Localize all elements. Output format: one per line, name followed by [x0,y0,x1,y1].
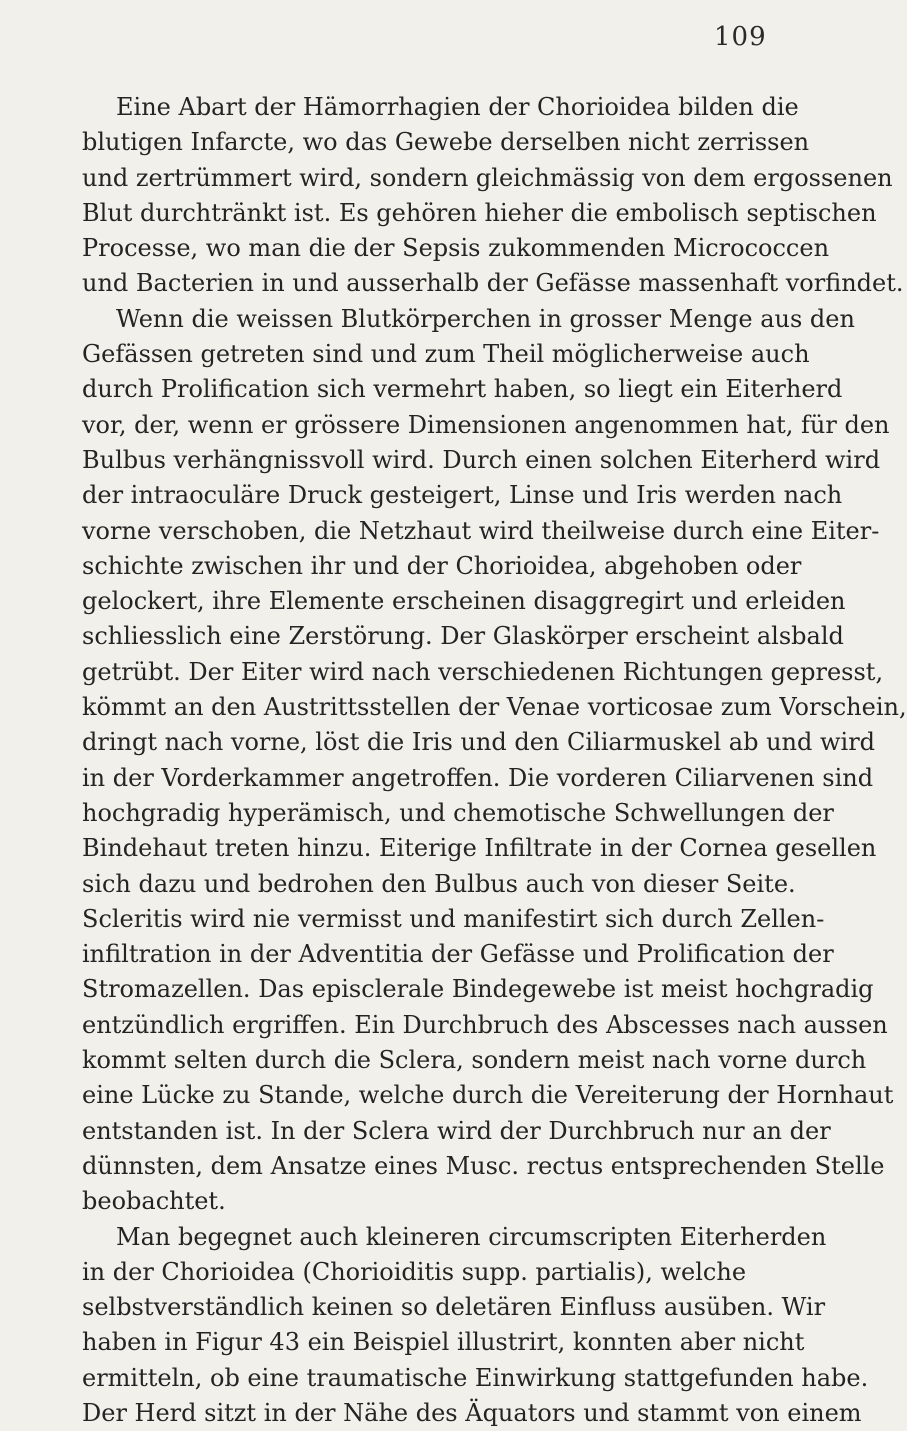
text-line: entstanden ist. In der Sclera wird der Durchbruch nur an der [82,1116,831,1145]
text-line: sich dazu und bedrohen den Bulbus auch von dieser Seite. [82,869,796,898]
text-line: kömmt an den Austrittsstellen der Venae vorticosae zum Vorschein, [82,693,907,722]
text-line: in der Vorderkammer angetroffen. Die vorderen Ciliarvenen sind [82,763,874,792]
text-line: schichte zwischen ihr und der Chorioidea, abgehoben oder [82,551,802,580]
text-line: der intraoculäre Druck gesteigert, Linse und Iris werden nach [82,481,843,510]
text-line: blutigen Infarcte, wo das Gewebe derselben nicht zerrissen [82,128,810,157]
text-line: vor, der, wenn er grössere Dimensionen angenommen hat, für den [82,410,890,439]
text-line: eine Lücke zu Stande, welche durch die Vereiterung der Hornhaut [82,1081,894,1110]
text-line: beobachtet. [82,1187,226,1216]
text-line: Scleritis wird nie vermisst und manifestirt sich durch Zellen- [82,904,825,933]
text-line: ermitteln, ob eine traumatische Einwirkung stattgefunden habe. [82,1363,869,1392]
text-line: haben in Figur 43 ein Beispiel illustrirt, konnten aber nicht [82,1328,805,1357]
text-line: Processe, wo man die der Sepsis zukommenden Micrococcen [82,234,830,263]
text-line: Stromazellen. Das episclerale Bindegewebe ist meist hochgradig [82,975,874,1004]
text-line: und Bacterien in und ausserhalb der Gefässe massenhaft vorfindet. [82,269,904,298]
body-text [82,90,907,1431]
text-line: selbstverständlich keinen so deletären Einfluss ausüben. Wir [82,1293,826,1322]
text-line: Wenn die weissen Blutkörperchen in grosser Menge aus den [116,304,855,333]
text-line: getrübt. Der Eiter wird nach verschiedenen Richtungen gepresst, [82,657,884,686]
text-line: vorne verschoben, die Netzhaut wird theilweise durch eine Eiter- [82,516,880,545]
text-line: hochgradig hyperämisch, und chemotische Schwellungen der [82,798,834,827]
text-line: Der Herd sitzt in der Nähe des Äquators und stammt von einem [82,1398,862,1427]
text-line: Bulbus verhängnissvoll wird. Durch einen solchen Eiterherd wird [82,445,881,474]
text-line: in der Chorioidea (Chorioiditis supp. partialis), welche [82,1257,747,1286]
text-line: Gefässen getreten sind und zum Theil möglicherweise auch [82,340,810,369]
text-line: durch Prolification sich vermehrt haben, so liegt ein Eiterherd [82,375,843,404]
text-line: und zertrümmert wird, sondern gleichmässig von dem ergossenen [82,163,893,192]
text-line: Blut durchtränkt ist. Es gehören hieher die embolisch septischen [82,198,877,227]
page-number: 109 [714,22,767,52]
text-line: entzündlich ergriffen. Ein Durchbruch des Abscesses nach aussen [82,1010,888,1039]
text-line: infiltration in der Adventitia der Gefässe und Prolification der [82,940,834,969]
text-line: Man begegnet auch kleineren circumscripten Eiterherden [116,1222,827,1251]
text-line: gelockert, ihre Elemente erscheinen disaggregirt und erleiden [82,587,846,616]
text-line: dünnsten, dem Ansatze eines Musc. rectus entsprechenden Stelle [82,1151,885,1180]
text-line: schliesslich eine Zerstörung. Der Glaskörper erscheint alsbald [82,622,844,651]
text-line: dringt nach vorne, löst die Iris und den Ciliarmuskel ab und wird [82,728,876,757]
text-line: kommt selten durch die Sclera, sondern meist nach vorne durch [82,1046,867,1075]
text-line: Bindehaut treten hinzu. Eiterige Infiltrate in der Cornea gesellen [82,834,877,863]
text-line: Eine Abart der Hämorrhagien der Chorioidea bilden die [116,93,799,121]
